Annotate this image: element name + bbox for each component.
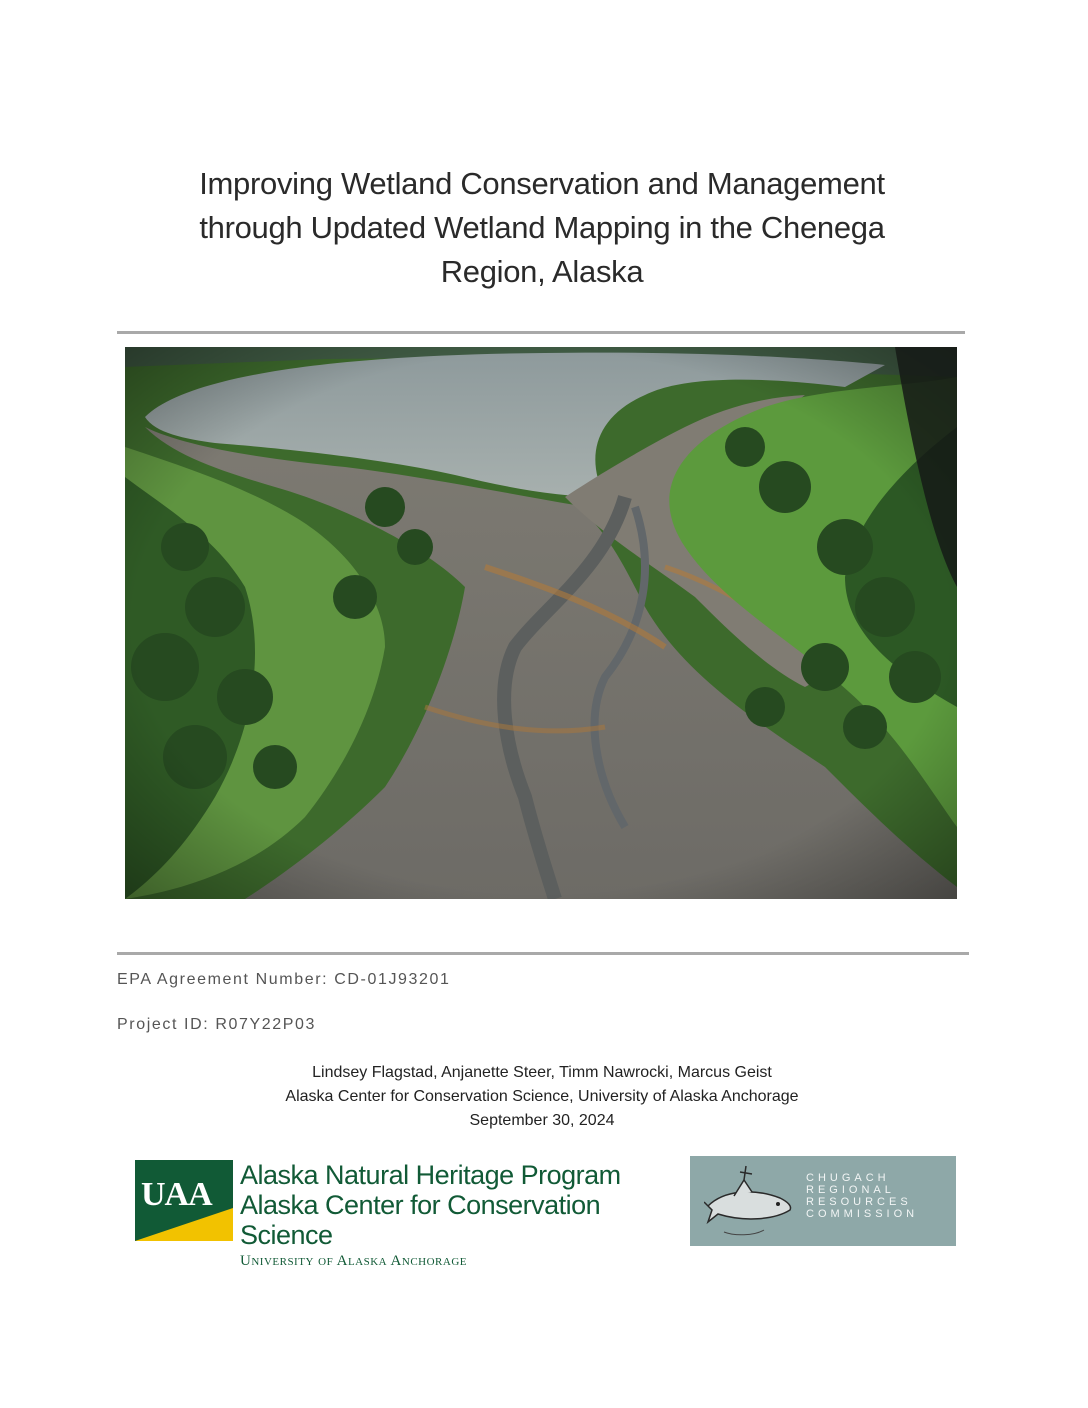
- crrc-line-2: REGIONAL: [806, 1184, 895, 1196]
- report-date: September 30, 2024: [469, 1112, 615, 1129]
- aerial-wetland-photo: [125, 347, 957, 899]
- uaa-accs-logo: [135, 1160, 685, 1269]
- authors-block: [150, 1061, 934, 1133]
- title-line-2: through Updated Wetland Mapping in the Chenega: [199, 210, 885, 245]
- uaa-line-2: Alaska Center for Conservation Science: [240, 1190, 601, 1250]
- crrc-line-4: COMMISSION: [806, 1208, 919, 1220]
- uaa-line-1: Alaska Natural Heritage Program: [240, 1160, 621, 1190]
- title-line-3: Region, Alaska: [440, 254, 644, 289]
- title-line-1: Improving Wetland Conservation and Management: [199, 166, 885, 201]
- uaa-mark-text: UAA: [141, 1176, 212, 1213]
- author-names: Lindsey Flagstad, Anjanette Steer, Timm Nawrocki, Marcus Geist: [312, 1064, 772, 1081]
- epa-agreement-number: EPA Agreement Number: CD-01J93201: [117, 971, 451, 988]
- bottom-divider: [117, 952, 969, 955]
- uaa-line-3: University of Alaska Anchorage: [240, 1253, 467, 1269]
- crrc-wordmark: [806, 1172, 918, 1220]
- top-divider: [117, 331, 965, 334]
- report-title: [120, 162, 964, 294]
- crrc-logo: [690, 1156, 956, 1246]
- author-affiliation: Alaska Center for Conservation Science, University of Alaska Anchorage: [285, 1088, 799, 1105]
- crrc-line-1: CHUGACH: [806, 1172, 890, 1184]
- uaa-mark: [135, 1160, 233, 1241]
- salmon-icon: [704, 1162, 800, 1242]
- uaa-wordmark: [240, 1160, 685, 1272]
- project-id: Project ID: R07Y22P03: [117, 1016, 317, 1033]
- crrc-line-3: RESOURCES: [806, 1196, 912, 1208]
